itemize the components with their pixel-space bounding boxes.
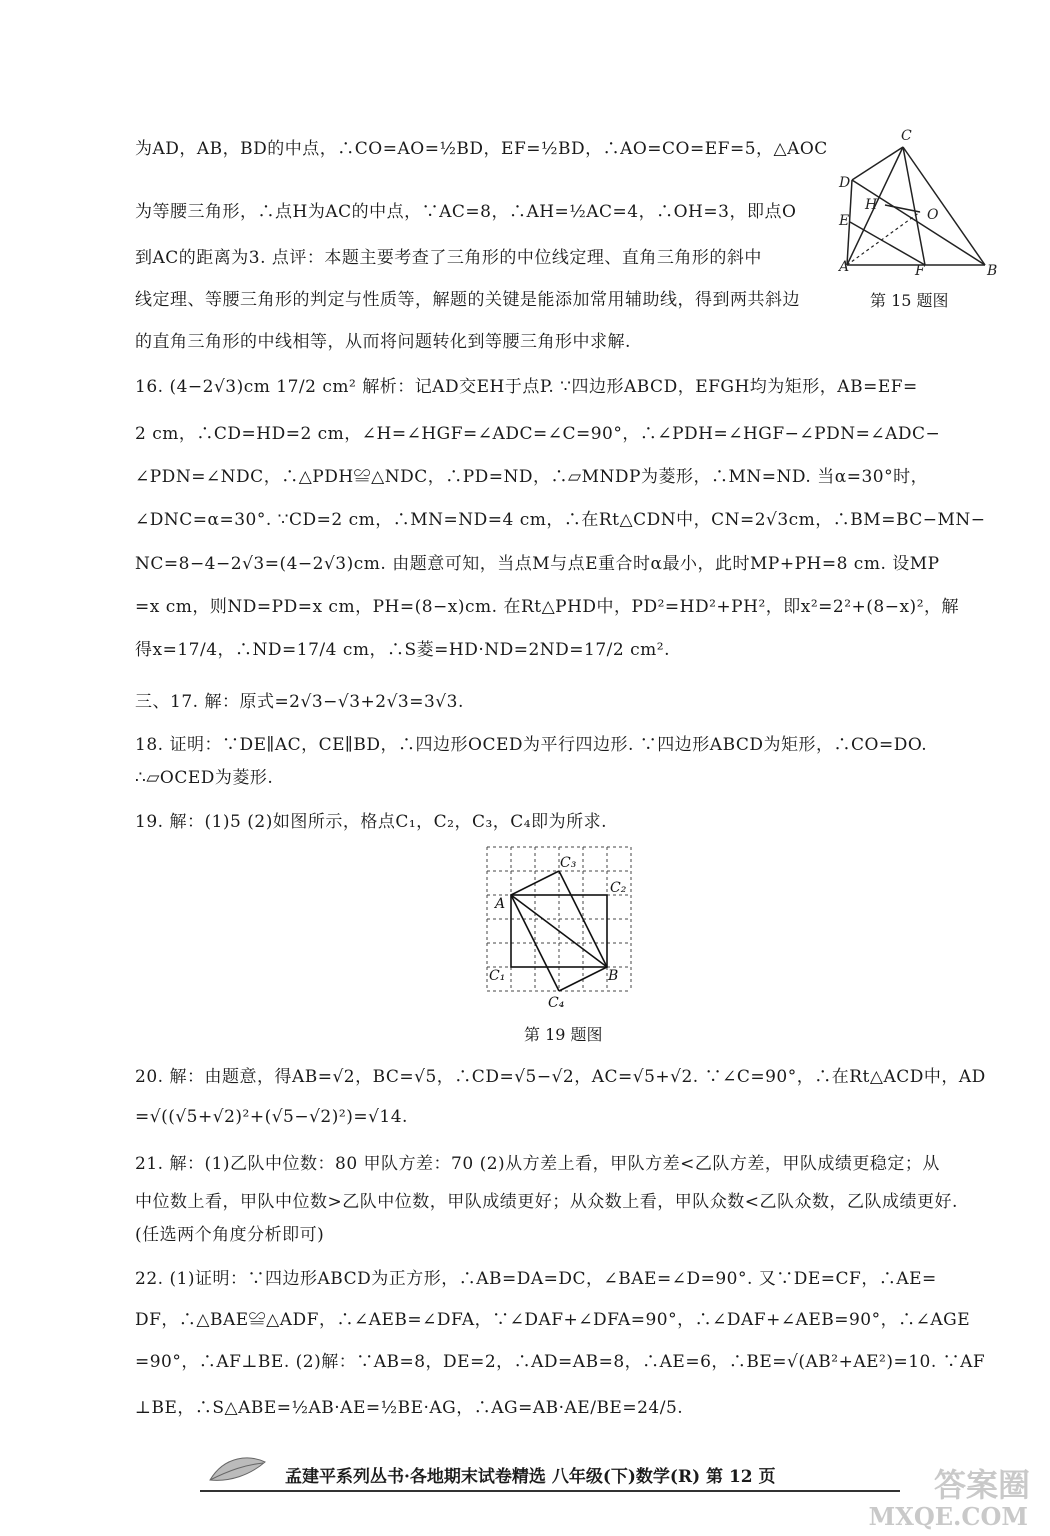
fig19-label-C2: C₂ (610, 880, 627, 896)
fig19-label-C3: C₃ (560, 855, 577, 871)
text-line-10: NC=8−4−2√3=(4−2√3)cm. 由题意可知，当点M与点E重合时α最小，此时MP+PH=8 cm. 设MP (135, 554, 940, 574)
text-line-13: 三、17. 解：原式=2√3−√3+2√3=3√3. (135, 692, 464, 712)
text-line-12: 得x=17/4，∴ND=17/4 cm，∴S菱=HD·ND=2ND=17/2 cm². (135, 640, 670, 660)
fig15-label-B: B (987, 263, 998, 279)
text-line-17: 20. 解：由题意，得AB=√2，BC=√5，∴CD=√5−√2，AC=√5+√2. ∵∠C=90°，∴在Rt△ACD中，AD (135, 1067, 986, 1087)
text-line-5: 的直角三角形的中线相等，从而将问题转化到等腰三角形中求解. (135, 332, 631, 352)
text-line-22: 22. (1)证明：∵四边形ABCD为正方形，∴AB=DA=DC，∠BAE=∠D=90°. 又∵DE=CF，∴AE= (135, 1269, 937, 1289)
fig15-label-O: O (927, 207, 939, 223)
text-line-18: =√((√5+√2)²+(√5−√2)²)=√14. (135, 1107, 408, 1127)
fig19-label-A: A (495, 896, 506, 912)
text-line-19: 21. 解：(1)乙队中位数：80 甲队方差：70 (2)从方差上看，甲队方差<乙队方差，甲队成绩更稳定；从 (135, 1154, 940, 1174)
page-footer: 孟建平系列丛书·各地期末试卷精选 八年级(下)数学(R) 第 12 页 (285, 1467, 776, 1487)
figure-15-caption: 第 15 题图 (870, 291, 949, 310)
text-line-21: (任选两个角度分析即可) (135, 1225, 325, 1245)
text-line-25: ⊥BE，∴S△ABE=½AB·AE=½BE·AG，∴AG=AB·AE/BE=24/5. (135, 1398, 684, 1418)
fig15-label-A: A (839, 259, 850, 275)
text-line-8: ∠PDN=∠NDC，∴△PDH≌△NDC，∴PD=ND，∴▱MNDP为菱形，∴MN=ND. 当α=30°时， (135, 467, 929, 487)
text-line-11: =x cm，则ND=PD=x cm，PH=(8−x)cm. 在Rt△PHD中，PD²=HD²+PH²，即x²=2²+(8−x)²，解 (135, 597, 960, 617)
figure-19-caption: 第 19 题图 (524, 1025, 603, 1044)
text-line-9: ∠DNC=α=30°. ∵CD=2 cm，∴MN=ND=4 cm，∴在Rt△CDN中，CN=2√3cm，∴BM=BC−MN− (135, 510, 986, 530)
text-line-23: DF，∴△BAE≌△ADF，∴∠AEB=∠DFA，∵∠DAF+∠DFA=90°，∴∠DAF+∠AEB=90°，∴∠AGE (135, 1310, 971, 1330)
text-line-2: 为等腰三角形，∴点H为AC的中点，∵AC=8，∴AH=½AC=4，∴OH=3，即点O (135, 202, 797, 222)
fig15-label-D: D (839, 175, 851, 191)
text-line-20: 中位数上看，甲队中位数>乙队中位数，甲队成绩更好；从众数上看，甲队众数<乙队众数，乙队成绩更好. (135, 1192, 958, 1212)
text-line-1: 为AD，AB，BD的中点，∴CO=AO=½BD，EF=½BD，∴AO=CO=EF=5，△AOC (135, 139, 828, 159)
leaf-logo-icon (205, 1450, 275, 1490)
watermark-top: 答案圈 (933, 1466, 1030, 1504)
fig19-label-C4: C₄ (548, 995, 565, 1011)
figure-15-diagram (835, 125, 1010, 285)
text-line-4: 线定理、等腰三角形的判定与性质等，解题的关键是能添加常用辅助线，得到两共斜边 (135, 290, 800, 310)
footer-divider (200, 1490, 900, 1492)
fig15-label-E: E (839, 213, 850, 229)
fig19-label-B: B (608, 968, 619, 984)
fig15-label-H: H (865, 197, 878, 213)
watermark-bottom: MXQE.COM (868, 1502, 1028, 1531)
fig15-label-C: C (901, 128, 912, 144)
figure-19-diagram (482, 840, 642, 1020)
text-line-15: ∴▱OCED为菱形. (135, 768, 274, 788)
text-line-14: 18. 证明：∵DE∥AC，CE∥BD，∴四边形OCED为平行四边形. ∵四边形ABCD为矩形，∴CO=DO. (135, 735, 928, 755)
text-line-6: 16. (4−2√3)cm 17/2 cm² 解析：记AD交EH于点P. ∵四边形ABCD，EFGH均为矩形，AB=EF= (135, 377, 918, 397)
text-line-7: 2 cm，∴CD=HD=2 cm，∠H=∠HGF=∠ADC=∠C=90°，∴∠PDH=∠HGF−∠PDN=∠ADC− (135, 424, 941, 444)
text-line-3: 到AC的距离为3. 点评：本题主要考查了三角形的中位线定理、直角三角形的斜中 (135, 248, 762, 268)
fig19-label-C1: C₁ (489, 968, 506, 984)
fig15-label-F: F (915, 263, 925, 279)
text-line-16: 19. 解：(1)5 (2)如图所示，格点C₁，C₂，C₃，C₄即为所求. (135, 812, 608, 832)
text-line-24: =90°，∴AF⊥BE. (2)解：∵AB=8，DE=2，∴AD=AB=8，∴AE=6，∴BE=√(AB²+AE²)=10. ∵AF (135, 1352, 986, 1372)
